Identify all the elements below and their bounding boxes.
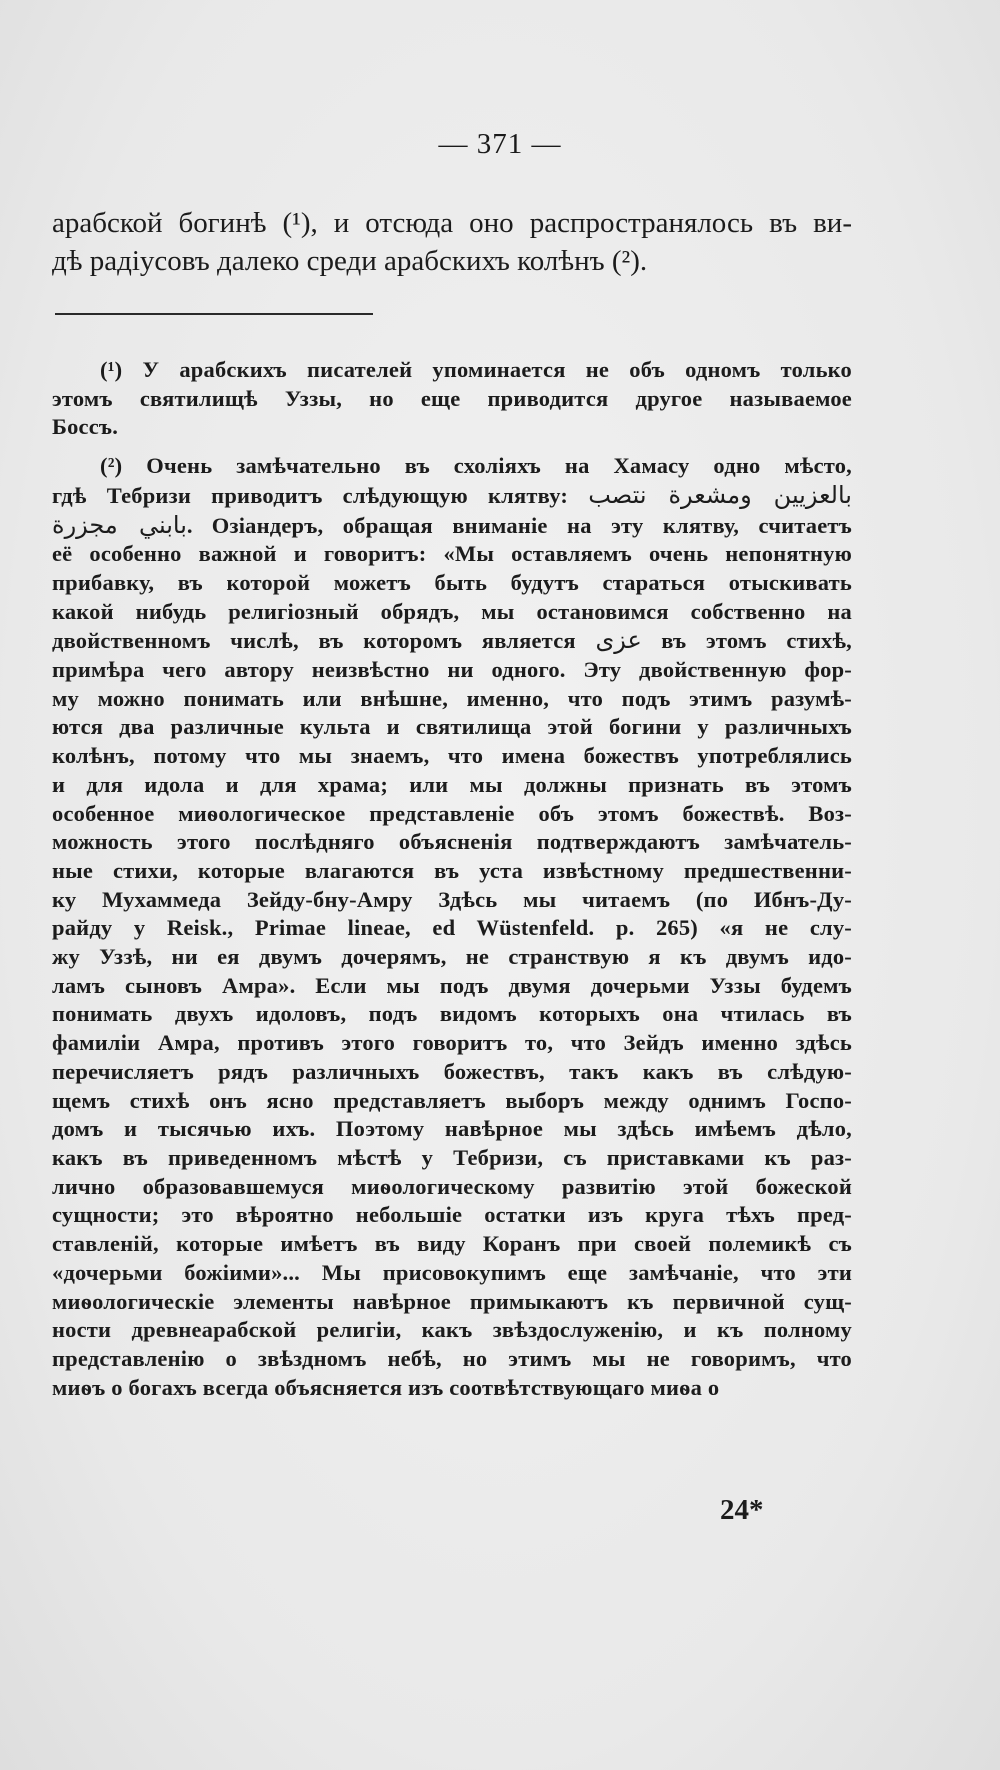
main-text-line: дѣ радіусовъ далеко среди арабскихъ колѣнъ (²). <box>52 245 648 277</box>
footnote-1-line: этомъ святилищѣ Уззы, но еще приводится другое называемое <box>52 385 852 411</box>
arabic-oath-text: بالعزيين ومشعرة نتصب <box>588 480 852 509</box>
main-text-line: арабской богинѣ (¹), и отсюда оно распространялось въ ви- <box>52 207 852 239</box>
footnote-2-line: лично образовавшемуся миѳологическому развитію этой божеской <box>52 1173 852 1199</box>
footnote-2-line: (²) Очень замѣчательно въ схоліяхъ на Хамасу одно мѣсто, <box>100 453 852 479</box>
page-number: — 371 — <box>438 128 562 160</box>
footnote-2-text: . Озіандеръ, обращая вниманіе на эту клятву, считаетъ <box>186 512 852 538</box>
footnote-2-line: ламъ сыновъ Амра». Если мы подъ двумя дочерьми Уззы будемъ <box>52 972 852 998</box>
footnote-2-line: прибавку, въ которой можетъ быть будутъ стараться отыскивать <box>52 569 852 595</box>
footnote-2-text: двойственномъ числѣ, въ которомъ является <box>52 628 576 654</box>
footnote-2-line: примѣра чего автору неизвѣстно ни одного. Эту двойственную фор- <box>52 657 852 683</box>
footnote-2-line: ности древнеарабской религіи, какъ звѣздослуженію, и къ полному <box>52 1317 852 1343</box>
footnote-2-line: какъ въ приведенномъ мѣстѣ у Тебризи, съ приставками къ раз- <box>52 1144 852 1170</box>
footnote-2-text: гдѣ Тебризи приводитъ слѣдующую клятву: <box>52 482 569 508</box>
footnote-2-line: ку Мухаммеда Зейду-бну-Амру Здѣсь мы читаемъ (по Ибнъ-Ду- <box>52 886 852 912</box>
footnote-2-line: и для идола и для храма; или мы должны признать въ этомъ <box>52 771 852 797</box>
footnote-2-line: ставленій, которые имѣетъ въ виду Коранъ при своей полемикѣ съ <box>52 1231 852 1257</box>
footnote-gap <box>52 442 852 452</box>
footnote-2-line: му можно понимать или внѣшне, именно, что подъ этимъ разумѣ- <box>52 685 852 711</box>
footnote-2-line: сущности; это вѣроятно небольшіе остатки изъ круга тѣхъ пред- <box>52 1202 852 1228</box>
signature-mark: 24* <box>720 1494 764 1526</box>
footnotes <box>52 356 852 1402</box>
footnote-2-line: представленію о звѣздномъ небѣ, но этимъ мы не говоримъ, что <box>52 1345 852 1371</box>
footnote-2-line: щемъ стихѣ онъ ясно представляетъ выборъ между однимъ Госпо- <box>52 1087 852 1113</box>
footnote-1-line: (¹) У арабскихъ писателей упоминается не объ одномъ только <box>100 357 852 382</box>
footnote-divider <box>55 313 373 315</box>
footnote-2-line: ные стихи, которые влагаются въ уста извѣстному предшественни- <box>52 857 852 883</box>
footnote-2-line: фамиліи Амра, противъ этого говоритъ то, что Зейдъ именно здѣсь <box>52 1030 852 1056</box>
footnote-2-line: её особенно важной и говоритъ: «Мы оставляемъ очень непонятную <box>52 541 852 567</box>
footnote-2-line-with-arabic <box>52 626 852 656</box>
footnote-2-line: особенное миѳологическое представленіе объ этомъ божествѣ. Воз- <box>52 800 852 826</box>
footnote-2-line: ются два различные культа и святилища этой богини у различныхъ <box>52 714 852 740</box>
footnote-2-line: какой нибудь религіозный обрядъ, мы остановимся собственно на <box>52 598 852 624</box>
main-text <box>52 204 852 280</box>
footnote-2-line: райду у Reisk., Primae lineae, ed Wüstenfeld. p. 265) «я не слу- <box>52 915 852 941</box>
footnote-2-line: «дочерьми божіими»... Мы присовокупимъ еще замѣчаніе, что эти <box>52 1259 852 1285</box>
footnote-2-line: домъ и тысячью ихъ. Поэтому навѣрное мы здѣсь имѣемъ дѣло, <box>52 1116 852 1142</box>
footnote-2-line-with-arabic <box>52 481 852 511</box>
footnote-2-line: понимать двухъ идоловъ, подъ видомъ которыхъ она чтилась въ <box>52 1001 852 1027</box>
footnote-2-line: можность этого послѣдняго объясненія подтверждаютъ замѣчатель- <box>52 829 852 855</box>
arabic-word: عزى <box>595 626 642 655</box>
footnote-2-line-with-arabic <box>52 511 852 541</box>
arabic-oath-text-continued: بابني مجزرة <box>52 510 187 539</box>
footnote-1-line: Боссъ. <box>52 414 119 440</box>
footnote-2-line: миѳъ о богахъ всегда объясняется изъ соотвѣтствующаго миѳа о <box>52 1374 720 1400</box>
footnote-2-line: перечисляетъ рядъ различныхъ божествъ, такъ какъ въ слѣдую- <box>52 1058 852 1084</box>
footnote-2-line: колѣнъ, потому что мы знаемъ, что имена божествъ употреблялись <box>52 743 852 769</box>
footnote-2-line: миѳологическіе элементы навѣрное примыкаютъ къ первичной сущ- <box>52 1288 852 1314</box>
footnote-2-line: жу Уззѣ, ни ея двумъ дочерямъ, не странствую я къ двумъ идо- <box>52 944 852 970</box>
footnote-2-text: въ этомъ стихѣ, <box>661 628 852 654</box>
